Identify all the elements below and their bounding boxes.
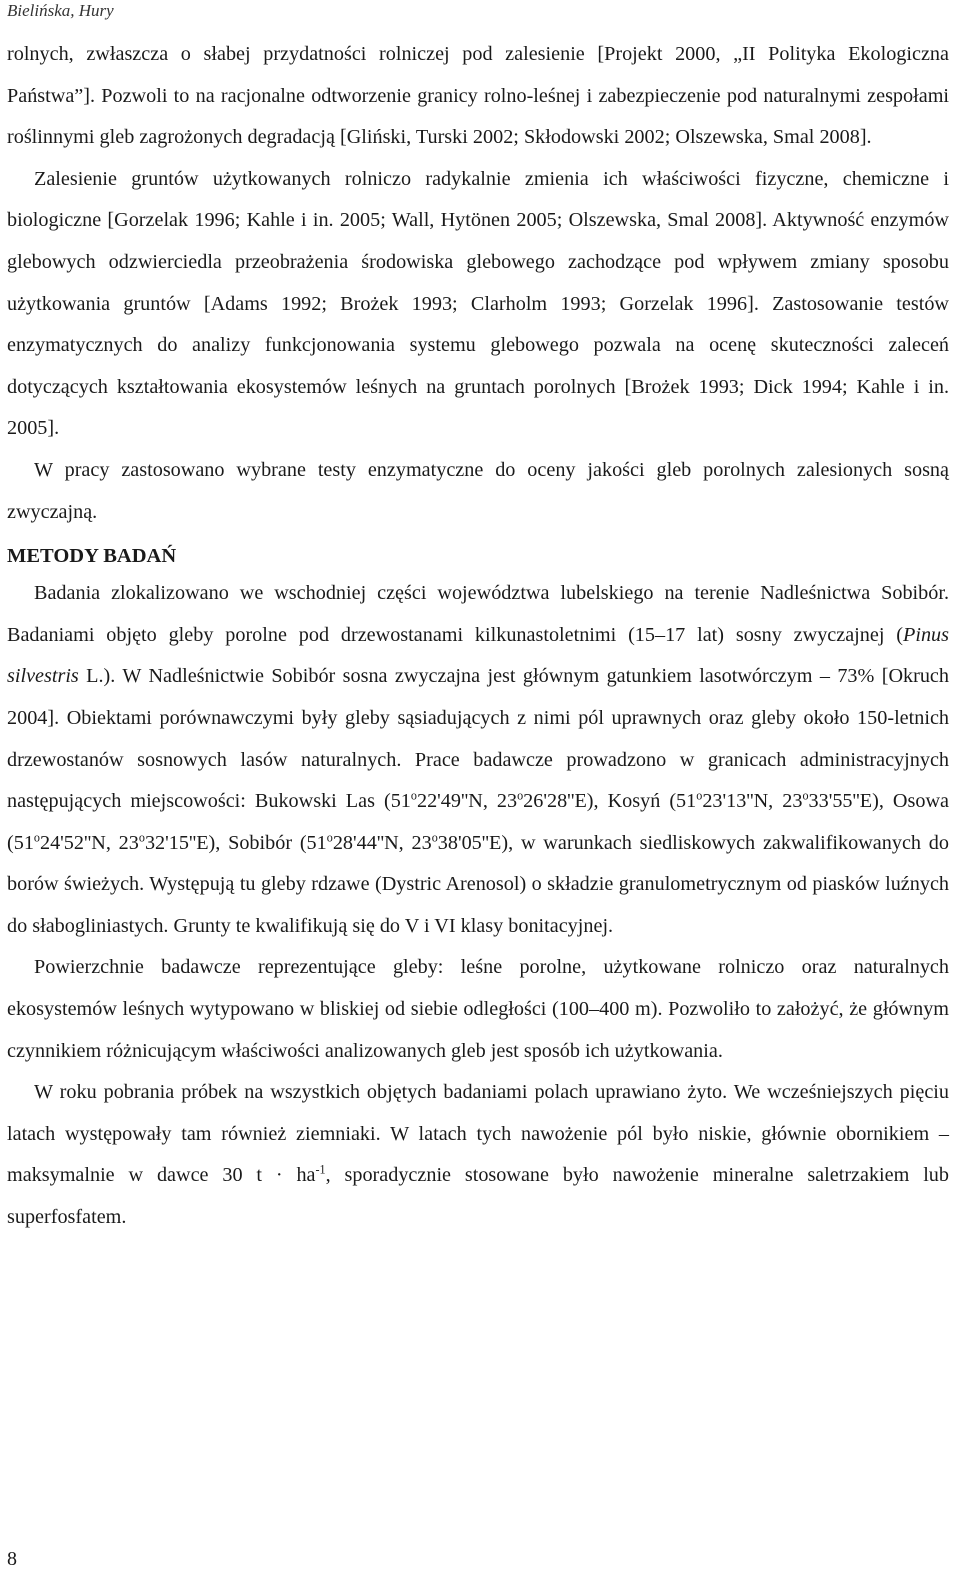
degree-mark: o (696, 788, 703, 803)
running-head: Bielińska, Hury (7, 1, 114, 20)
degree-mark: o (138, 829, 145, 844)
paragraph-plots: Powierzchnie badawcze reprezentujące gleby: leśne porolne, użytkowane rolniczo oraz naturalnych ekosystemów leśnych wytypowano w bliskiej od siebie odległości (100–400 m). Pozwoliło to założyć, że głównym czynnikiem różnicującym właściwości analizowanych gleb jest sposób ich użytkowania. (7, 956, 949, 1062)
paragraph-study-area (7, 573, 949, 947)
text-run: 28'44''N, 23 (332, 831, 432, 854)
text-run: 22'49''N, 23 (416, 790, 518, 813)
degree-mark: o (431, 829, 438, 844)
paragraph-afforestation: Zalesienie gruntów użytkowanych rolniczo radykalnie zmienia ich właściwości fizyczne, chemiczne i biologiczne [Gorzelak 1996; Kahle i in. 2005; Wall, Hytönen 2005; Olszewska, Smal 2008]. Aktywność enzymów glebowych odzwierciedla przeobrażenia środowiska glebowego zachodzące pod wpływem zmiany sposobu użytkowania gruntów [Adams 1992; Brożek 1993; Clarholm 1993; Gorzelak 1996]. Zastosowanie testów enzymatycznych do analizy funkcjonowania systemu glebowego pozwala na ocenę skuteczności zaleceń dotyczących kształtowania ekosystemów leśnych na gruntach porolnych [Brożek 1993; Dick 1994; Kahle i in. 2005]. (7, 167, 949, 440)
degree-mark: o (802, 788, 809, 803)
text-run: 23'13''N, 23 (702, 790, 803, 813)
paragraph-aim: W pracy zastosowano wybrane testy enzymatyczne do oceny jakości gleb porolnych zalesionych sosną zwyczajną. (7, 458, 949, 523)
text-run: 26'28''E), Kosyń (51 (523, 790, 697, 813)
text-run: 24'52''N, 23 (39, 831, 139, 854)
text-run: 32'15''E), Sobibór (51 (144, 831, 327, 854)
degree-mark: o (410, 788, 417, 803)
degree-mark: o (33, 829, 40, 844)
text-run: W roku pobrania próbek na wszystkich objętych badaniami polach uprawiano żyto. We wcześniejszych pięciu latach występowały tam również ziemniaki. W latach tych nawożenie pól było niskie, głównie obornikiem – maksymalnie w dawce 30 t · ha (7, 1081, 949, 1187)
species-name: Pinus silvestris (7, 623, 949, 688)
degree-mark: o (517, 788, 524, 803)
exponent: -1 (315, 1162, 326, 1177)
text-run: , sporadycznie stosowane było nawożenie mineralne saletrzakiem lub superfosfatem. (7, 1164, 949, 1229)
page-number: 8 (7, 1548, 17, 1570)
section-title-methods: METODY BADAŃ (7, 545, 177, 568)
degree-mark: o (326, 829, 333, 844)
paragraph-intro-continued: rolnych, zwłaszcza o słabej przydatności rolniczej pod zalesienie [Projekt 2000, „II Polityka Ekologiczna Państwa”]. Pozwoli to na racjonalne odtworzenie granicy rolno-leśnej i zabezpieczenie pod naturalnymi zespołami roślinnymi gleb zagrożonych degradacją [Gliński, Turski 2002; Skłodowski 2002; Olszewska, Smal 2008]. (7, 43, 949, 149)
text-run: Badania zlokalizowano we wschodniej części województwa lubelskiego na terenie Nadleśnictwa Sobibór. Badaniami objęto gleby porolne pod drzewostanami kilkunastoletnimi (15–17 lat) sosny zwyczajnej ( (7, 582, 949, 646)
paragraph-fertilization (7, 1072, 949, 1238)
article-body (7, 34, 949, 1239)
text-run: 33'55''E), Osowa (51 (7, 790, 950, 854)
text-run: 38'05''E), w warunkach siedliskowych zakwalifikowanych do borów świeżych. Występują tu gleby rdzawe (Dystric Arenosol) o składzie granulometrycznym od piasków luźnych do słabogliniastych. Grunty te kwalifikują się do V i VI klasy bonitacyjnej. (7, 831, 949, 937)
text-run: L.). W Nadleśnictwie Sobibór sosna zwyczajna jest głównym gatunkiem lasotwórczym – 73% [Okruch 2004]. Obiektami porównawczymi były gleby sąsiadujących z nimi pól uprawnych oraz gleby około 150-letnich drzewostanów sosnowych lasów naturalnych. Prace badawcze prowadzono w granicach administracyjnych następujących miejscowości: Bukowski Las (51 (7, 665, 949, 813)
